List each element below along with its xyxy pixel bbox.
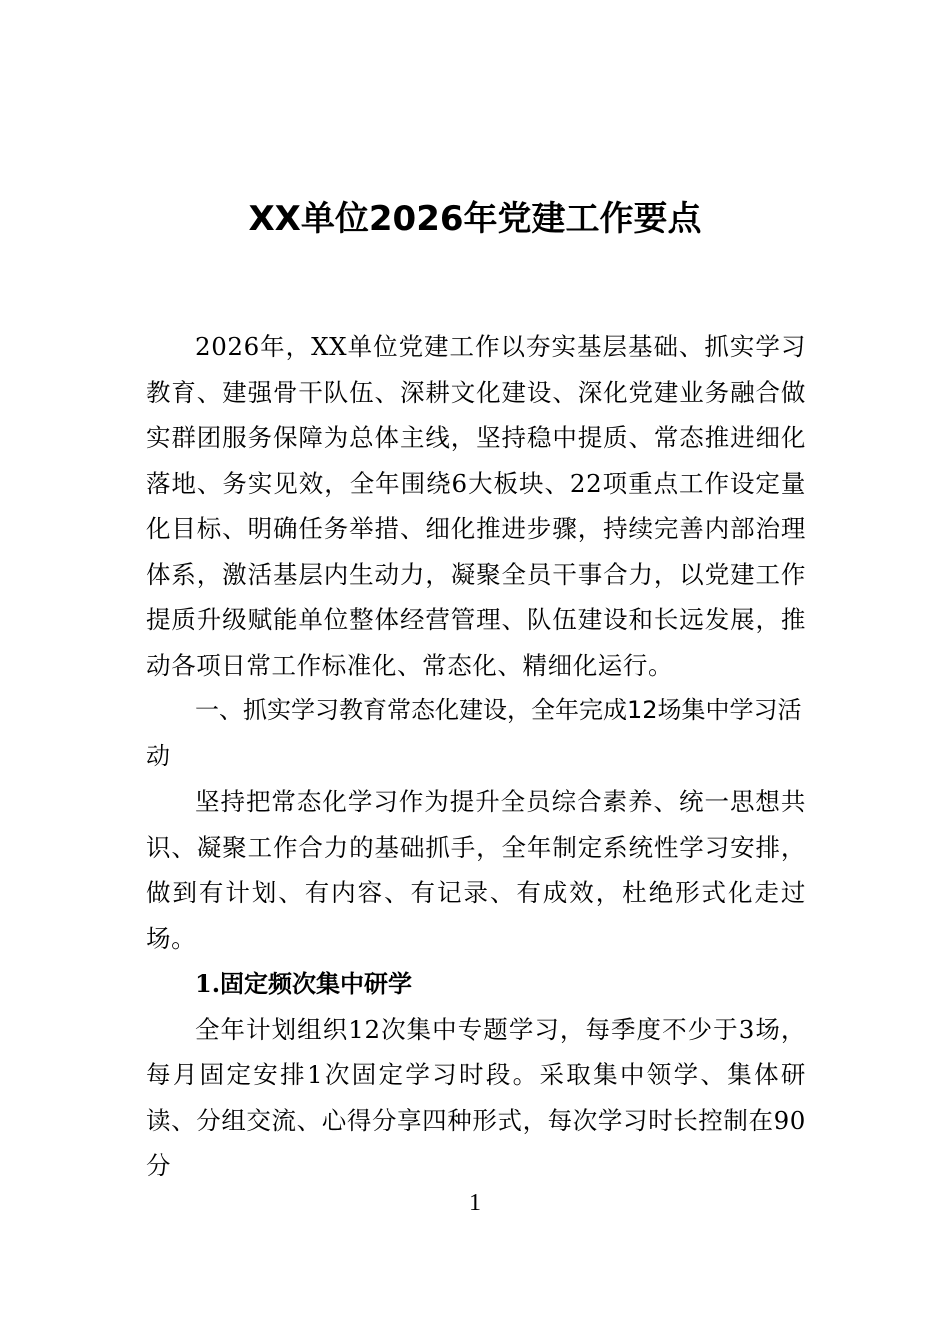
- document-body: [146, 324, 806, 1189]
- section-heading: 一、抓实学习教育常态化建设，全年完成12场集中学习活动: [146, 696, 802, 770]
- section-paragraph: 坚持把常态化学习作为提升全员综合素养、统一思想共识、凝聚工作合力的基础抓手，全年制定系统性学习安排，做到有计划、有内容、有记录、有成效，杜绝形式化走过场。: [146, 787, 806, 953]
- subsection-heading: 1.固定频次集中研学: [195, 969, 413, 998]
- subsection-paragraph: 全年计划组织12次集中专题学习，每季度不少于3场，每月固定安排1次固定学习时段。采取集中领学、集体研读、分组交流、心得分享四种形式，每次学习时长控制在90分: [146, 1014, 806, 1180]
- page-number: 1: [469, 1190, 481, 1216]
- intro-paragraph: 2026年，XX单位党建工作以夯实基层基础、抓实学习教育、建强骨干队伍、深耕文化建设、深化党建业务融合做实群团服务保障为总体主线，坚持稳中提质、常态推进细化落地、务实见效，全年围绕6大板块、22项重点工作设定量化目标、明确任务举措、细化推进步骤，持续完善内部治理体系，激活基层内生动力，凝聚全员干事合力，以党建工作提质升级赋能单位整体经营管理、队伍建设和长远发展，推动各项日常工作标准化、常态化、精细化运行。: [146, 332, 806, 680]
- document-title: XX单位2026年党建工作要点: [248, 199, 702, 239]
